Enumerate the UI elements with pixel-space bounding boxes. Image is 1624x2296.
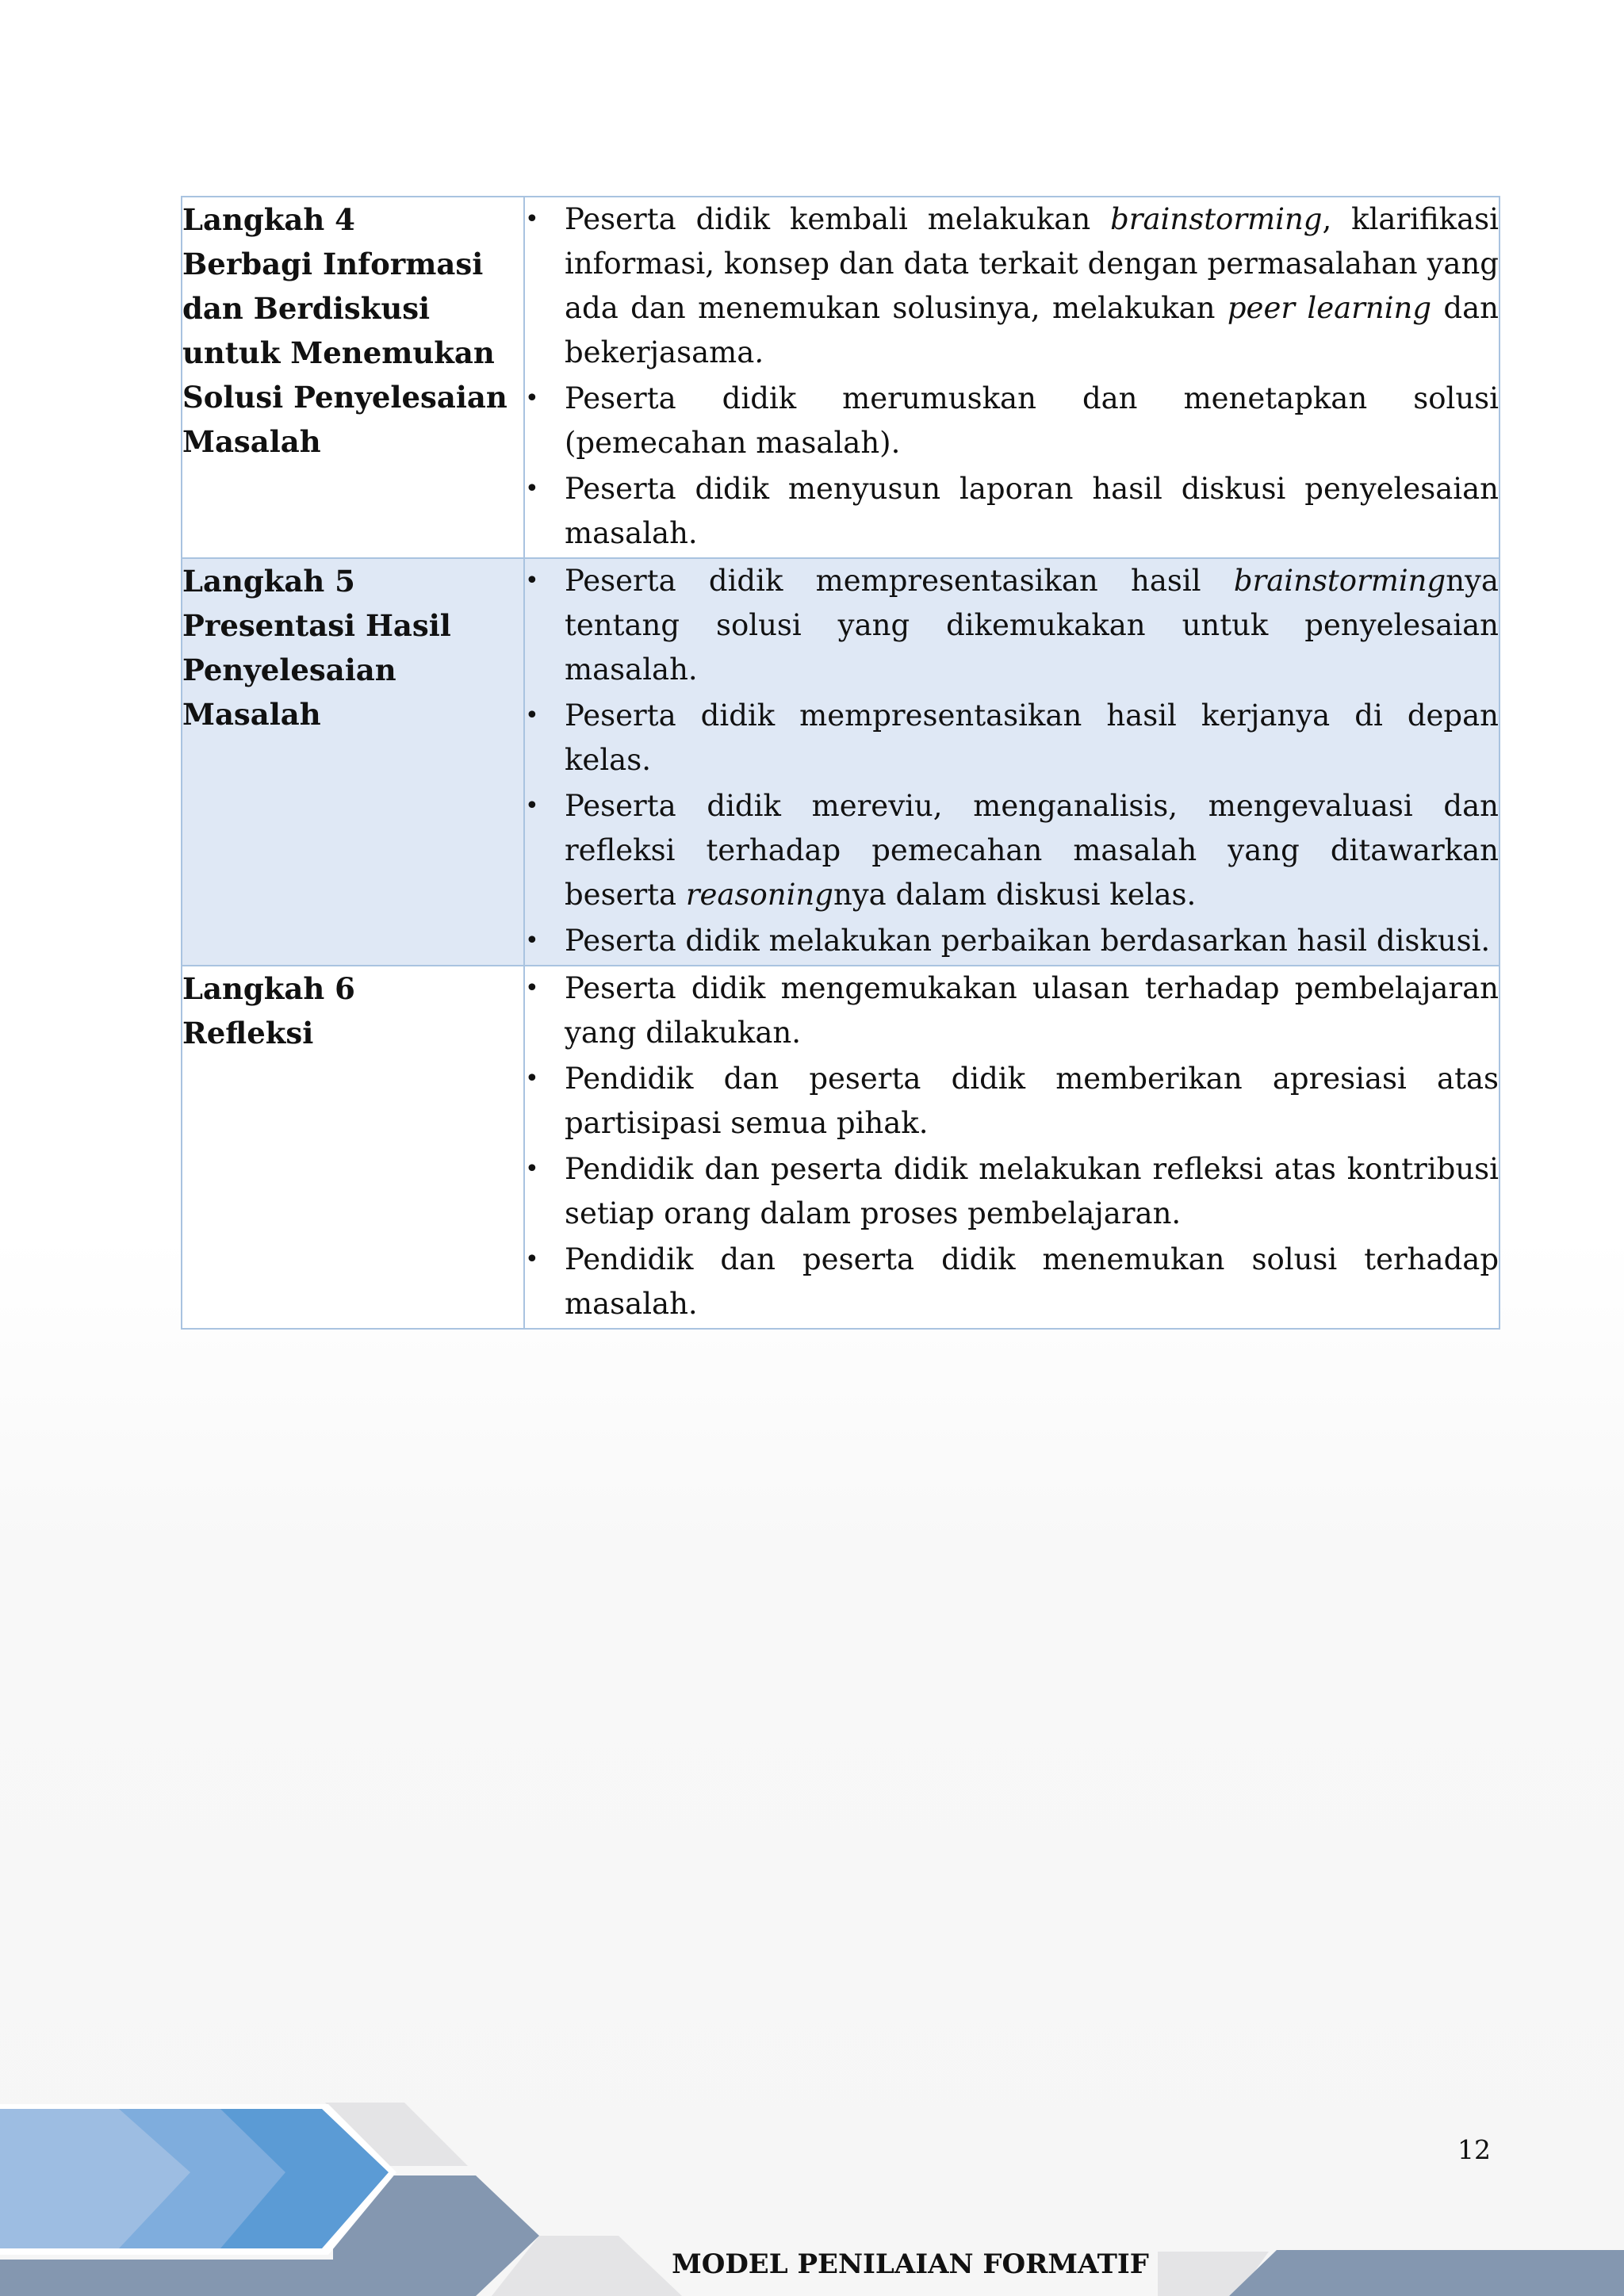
activity-text [565,1062,1499,1140]
activity-text-run: Pendidik dan peserta didik memberikan apresiasi atas partisipasi semua pihak. [565,1062,1499,1140]
activity-text [565,971,1499,1050]
step-title-line: Masalah [182,424,321,459]
step-title-line: Langkah 4 [182,202,355,237]
activity-text [565,564,1499,687]
bullet-icon: • [525,1065,539,1093]
step-title-cell [182,197,524,558]
activity-text-run: Peserta didik mempresentasikan hasil kerjanya di depan kelas. [565,698,1499,777]
activity-text-run: , klarifikasi informasi, konsep dan data terkait dengan permasalahan yang ada dan menemukan solusinya, melakukan [565,202,1499,325]
activity-text [565,1152,1499,1230]
page-number: 12 [1457,2134,1491,2165]
activity-item [525,919,1499,963]
step-title-line: Langkah 5 [182,564,355,599]
activity-item [525,694,1499,783]
activity-item [525,467,1499,556]
activity-text-italic: brainstorming [1233,564,1446,598]
activity-text-run: Peserta didik melakukan perbaikan berdasarkan hasil diskusi. [565,924,1491,958]
bullet-icon: • [525,927,539,955]
step-activities-cell [524,558,1500,966]
step-title-line: Langkah 6 [182,971,355,1006]
activity-text-run: Peserta didik mereviu, menganalisis, mengevaluasi dan refleksi terhadap pemecahan masalah yang ditawarkan beserta [565,789,1499,912]
bullet-icon: • [525,205,539,233]
activity-item [525,377,1499,465]
bullet-icon: • [525,385,539,412]
bullet-icon: • [525,567,539,595]
step-title-line: Berbagi Informasi [182,247,484,281]
activity-text [565,789,1499,912]
step-title-line: untuk Menemukan [182,335,495,370]
bullet-icon: • [525,475,539,503]
step-activities-cell [524,966,1500,1329]
activity-item [525,1238,1499,1326]
activity-item [525,1057,1499,1146]
activity-text-run: nya tentang solusi yang dikemukakan untuk penyelesaian masalah. [565,564,1499,687]
activity-text [565,1242,1499,1321]
activity-item [525,784,1499,917]
activity-text [565,381,1499,460]
activity-text-run: Peserta didik mengemukakan ulasan terhadap pembelajaran yang dilakukan. [565,971,1499,1050]
activity-text-italic: reasoning [685,878,833,912]
step-title-line: Solusi Penyelesaian [182,380,508,415]
activity-text-run: Peserta didik mempresentasikan hasil [565,564,1234,598]
activity-item [525,966,1499,1055]
activity-text-italic: . [754,335,764,369]
step-title-line: dan Berdiskusi [182,291,431,326]
activity-item [525,1147,1499,1236]
step-title-cell [182,966,524,1329]
activity-list [525,197,1499,556]
step-activities-cell [524,197,1500,558]
step-title-cell [182,558,524,966]
footer-title: MODEL PENILAIAN FORMATIF [672,2248,1149,2280]
activity-text-run: Peserta didik menyusun laporan hasil diskusi penyelesaian masalah. [565,472,1499,550]
activity-text-run: Pendidik dan peserta didik menemukan solusi terhadap masalah. [565,1242,1499,1321]
activity-text [565,472,1499,550]
activity-text [565,924,1490,958]
activity-text-italic: peer learning [1227,291,1432,325]
step-title-line: Presentasi Hasil [182,608,451,643]
activity-text-run: nya dalam diskusi kelas. [833,878,1197,912]
activity-item [525,559,1499,692]
activity-list [525,559,1499,963]
table-row-step-5 [182,558,1500,966]
activity-text-run: Peserta didik kembali melakukan [565,202,1111,236]
bullet-icon: • [525,1155,539,1183]
step-title-line: Refleksi [182,1016,314,1050]
activity-text-run: Pendidik dan peserta didik melakukan refleksi atas kontribusi setiap orang dalam proses pembelajaran. [565,1152,1499,1230]
activity-text [565,202,1499,369]
activity-text-italic: brainstorming [1110,202,1323,236]
step-title-line: Masalah [182,697,321,732]
activity-list [525,966,1499,1326]
bullet-icon: • [525,702,539,729]
step-title-line: Penyelesaian [182,652,396,687]
activity-item [525,197,1499,375]
table-row-step-6 [182,966,1500,1329]
bullet-icon: • [525,1246,539,1273]
activity-text-run: dan bekerjasama [565,291,1499,369]
activity-text [565,698,1499,777]
learning-steps-table [181,196,1500,1330]
bullet-icon: • [525,792,539,820]
activity-text-run: Peserta didik merumuskan dan menetapkan solusi (pemecahan masalah). [565,381,1499,460]
table-row-step-4 [182,197,1500,558]
bullet-icon: • [525,974,539,1002]
